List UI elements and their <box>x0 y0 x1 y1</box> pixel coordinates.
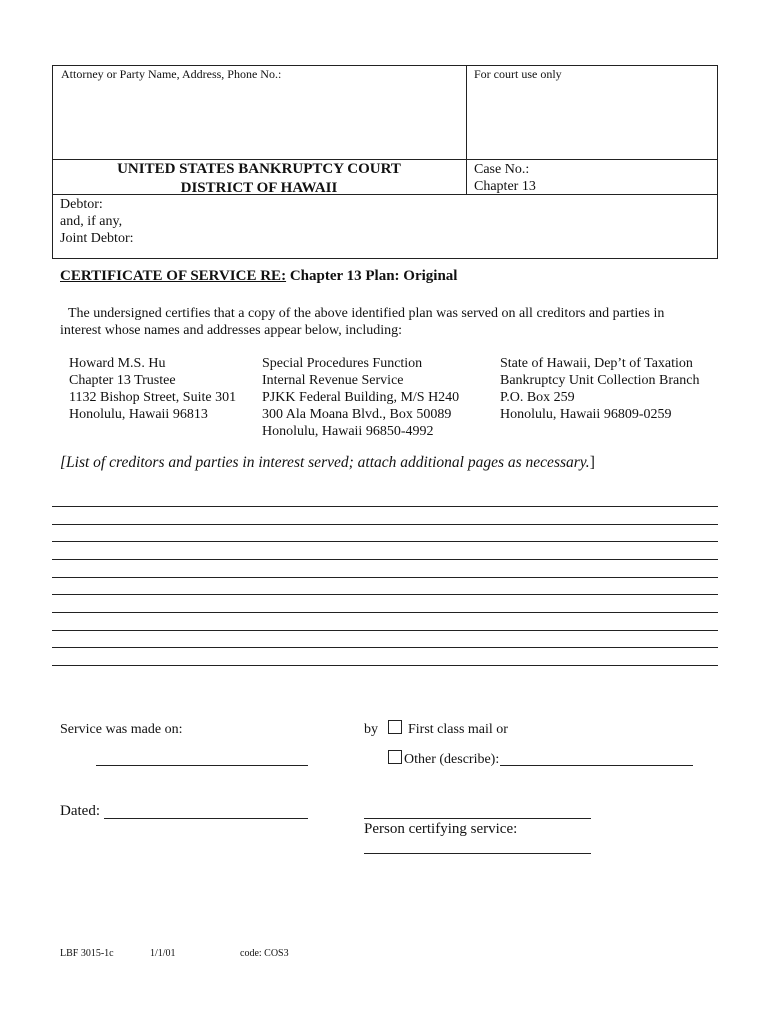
and-if-any-label: and, if any, <box>60 214 123 229</box>
service-made-on-label: Service was made on: <box>60 722 183 737</box>
title-underlined: CERTIFICATE OF SERVICE RE: <box>60 268 287 284</box>
title-rest: Chapter 13 Plan: Original <box>289 268 458 284</box>
caption-divider-vertical <box>466 65 467 195</box>
creditor-entry-line[interactable] <box>52 506 718 507</box>
form-code: code: COS3 <box>240 948 289 959</box>
service-date-field[interactable] <box>96 765 308 766</box>
creditor-entry-line[interactable] <box>52 630 718 631</box>
form-number: LBF 3015-1c <box>60 948 114 959</box>
address-line: PJKK Federal Building, M/S H240 <box>262 390 460 405</box>
other-describe-label: Other (describe): <box>404 752 500 767</box>
first-class-mail-label: First class mail or <box>408 722 508 737</box>
address-line: Special Procedures Function <box>262 356 423 371</box>
by-label: by <box>364 722 378 737</box>
creditor-entry-line[interactable] <box>52 524 718 525</box>
document-title <box>60 268 457 285</box>
creditor-entry-line[interactable] <box>52 577 718 578</box>
address-line: Bankruptcy Unit Collection Branch <box>500 373 700 388</box>
first-class-mail-checkbox[interactable] <box>388 720 402 734</box>
address-line: P.O. Box 259 <box>500 390 575 405</box>
person-certifying-label: Person certifying service: <box>364 821 518 837</box>
signature-line[interactable] <box>364 818 591 819</box>
address-line: State of Hawaii, Dep’t of Taxation <box>500 356 693 371</box>
case-number-block <box>474 161 536 195</box>
address-line: Howard M.S. Hu <box>69 356 166 371</box>
creditor-entry-line[interactable] <box>52 559 718 560</box>
joint-debtor-label: Joint Debtor: <box>60 231 134 246</box>
address-line: Honolulu, Hawaii 96813 <box>69 407 208 422</box>
printed-name-line[interactable] <box>364 853 591 854</box>
address-line: Honolulu, Hawaii 96850-4992 <box>262 424 434 439</box>
other-describe-field[interactable] <box>500 765 693 766</box>
intro-line-1: The undersigned certifies that a copy of the above identified plan was served on all creditors and parties in <box>68 306 665 321</box>
form-date: 1/1/01 <box>150 948 176 959</box>
creditor-entry-line[interactable] <box>52 594 718 595</box>
address-line: Chapter 13 Trustee <box>69 373 176 388</box>
address-line: Honolulu, Hawaii 96809-0259 <box>500 407 672 422</box>
list-note-italic: [List of creditors and parties in interest served; attach additional pages as necessary. <box>60 454 590 471</box>
court-name <box>52 160 466 198</box>
chapter-label: Chapter 13 <box>474 179 536 194</box>
address-irs <box>262 355 459 440</box>
address-trustee <box>69 355 236 423</box>
address-line: 300 Ala Moana Blvd., Box 50089 <box>262 407 452 422</box>
address-line: 1132 Bishop Street, Suite 301 <box>69 390 237 405</box>
other-method-checkbox[interactable] <box>388 750 402 764</box>
list-note-close: ] <box>589 454 595 471</box>
attorney-label: Attorney or Party Name, Address, Phone No.: <box>61 67 282 81</box>
intro-line-2: interest whose names and addresses appear below, including: <box>60 323 402 338</box>
address-line: Internal Revenue Service <box>262 373 404 388</box>
creditor-entry-line[interactable] <box>52 541 718 542</box>
creditor-entry-line[interactable] <box>52 665 718 666</box>
intro-paragraph <box>60 305 664 339</box>
dated-label: Dated: <box>60 803 100 819</box>
creditor-entry-line[interactable] <box>52 612 718 613</box>
court-line-2: DISTRICT OF HAWAII <box>180 180 338 196</box>
debtor-block <box>60 196 134 247</box>
court-line-1: UNITED STATES BANKRUPTCY COURT <box>117 161 401 177</box>
case-no-label: Case No.: <box>474 162 530 177</box>
creditor-entry-line[interactable] <box>52 647 718 648</box>
address-state-taxation <box>500 355 699 423</box>
court-use-label: For court use only <box>474 67 562 81</box>
list-note <box>60 454 595 472</box>
dated-field[interactable] <box>104 818 308 819</box>
debtor-label: Debtor: <box>60 197 103 212</box>
